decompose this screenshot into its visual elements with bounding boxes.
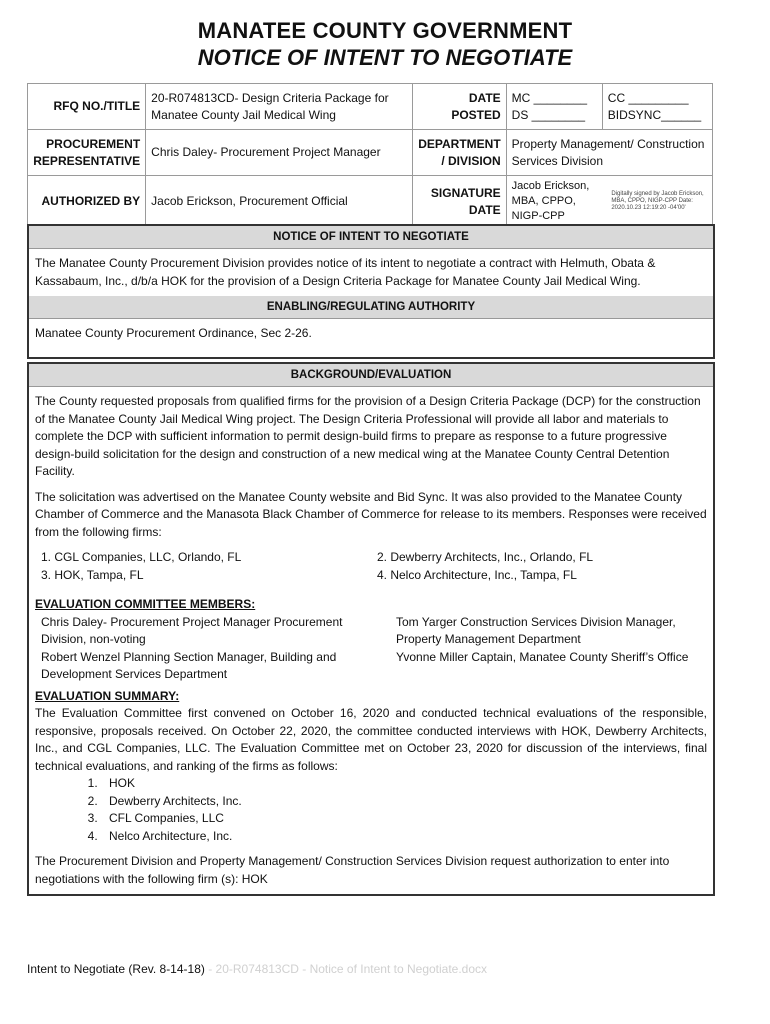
list-item: 3. CFL Companies, LLC xyxy=(101,810,707,828)
list-item: 2. Dewberry Architects, Inc., Orlando, FL xyxy=(377,550,594,564)
date-posted-cc-bidsync xyxy=(602,84,712,130)
background-para-1: The County requested proposals from qualified firms for the provision of a Design Criteria Package (DCP) for the construction of the Manatee County Jail Medical Wing project. The Design Criteria Professional will provide all labor and materials to complete the DCP with sufficient information to permit design-build firms to prepare as response to a future progressive design-build solicitation for the design and construction of a new medical wing at the Manatee County Central Detention Facility. xyxy=(35,394,701,478)
footer-filename: - 20-R074813CD - Notice of Intent to Negotiate.docx xyxy=(204,962,488,976)
authority-heading: ENABLING/REGULATING AUTHORITY xyxy=(29,296,713,319)
procurement-label: PROCUREMENT REPRESENTATIVE xyxy=(28,130,146,176)
signature-name: Jacob Erickson, MBA, CPPO, NIGP-CPP xyxy=(511,180,590,222)
document-subtitle: NOTICE OF INTENT TO NEGOTIATE xyxy=(197,45,573,70)
list-item: Chris Daley- Procurement Project Manager Procurement Division, non-voting xyxy=(41,614,343,646)
footer-label: Intent to Negotiate (Rev. 8-14-18) xyxy=(27,962,205,976)
cc-field: CC _________ xyxy=(607,90,689,105)
rfq-label: RFQ NO./TITLE xyxy=(28,84,146,130)
footer xyxy=(27,962,487,976)
notice-body: The Manatee County Procurement Division provides notice of its intent to negotiate a contract with Helmuth, Obata & Kassabaum, Inc., d/b/a HOK for the provision of a Design Criteria Package for Manatee County Jail Medical Wing. xyxy=(35,256,656,288)
mc-field: MC ________ xyxy=(511,90,588,105)
closing-text: The Procurement Division and Property Management/ Construction Services Division request authorization to enter into negotiations with the following firm (s): HOK xyxy=(35,854,670,886)
department-value: Property Management/ Construction Services Division xyxy=(506,130,712,176)
list-item: Yvonne Miller Captain, Manatee County Sheriff’s Office xyxy=(396,649,689,664)
ds-field: DS ________ xyxy=(511,107,586,122)
rfq-value: 20-R074813CD- Design Criteria Package for Manatee County Jail Medical Wing xyxy=(146,84,412,130)
list-item: Robert Wenzel Planning Section Manager, Building and Development Services Department xyxy=(41,649,337,681)
ranking-list xyxy=(35,775,707,845)
signature-cell xyxy=(506,176,712,228)
header-table xyxy=(27,83,713,228)
background-heading: BACKGROUND/EVALUATION xyxy=(29,364,713,387)
summary-heading: EVALUATION SUMMARY: xyxy=(35,688,180,703)
background-para-2: The solicitation was advertised on the Manatee County website and Bid Sync. It was also provided to the Manatee County Chamber of Commerce and the Manasota Black Chamber of Commerce for release to its members. Responses were received from the following firms: xyxy=(35,489,707,539)
document-title: MANATEE COUNTY GOVERNMENT xyxy=(197,18,573,43)
list-item: Tom Yarger Construction Services Division Manager, Property Management Department xyxy=(396,614,676,646)
committee-heading: EVALUATION COMMITTEE MEMBERS: xyxy=(35,597,256,611)
authorized-value: Jacob Erickson, Procurement Official xyxy=(146,176,412,228)
bidsync-field: BIDSYNC______ xyxy=(607,107,702,122)
list-item: 1. CGL Companies, LLC, Orlando, FL xyxy=(41,550,242,564)
authorized-label: AUTHORIZED BY xyxy=(28,176,146,228)
list-item: 4. Nelco Architecture, Inc., Tampa, FL xyxy=(377,567,577,582)
date-posted-label: DATE POSTED xyxy=(412,84,506,130)
signature-note: Digitally signed by Jacob Erickson, MBA, CPPO, NIGP-CPP Date: 2020.10.23 12:19:20 -04'00' xyxy=(611,191,704,211)
authority-body: Manatee County Procurement Ordinance, Sec 2-26. xyxy=(35,326,312,340)
list-item: 1. HOK xyxy=(101,775,707,793)
summary-text: The Evaluation Committee first convened on October 16, 2020 and conducted technical evaluations of the responsible, responsive, proposals received. On October 22, 2020, the committee conducted interviews with HOK, Dewberry Architects, Inc., and CGL Companies, LLC. The Evaluation Committee met on October 23, 2020 for discussion of the interviews, final technical evaluations, and ranking of the firms as follows: xyxy=(35,706,707,773)
list-item: 3. HOK, Tampa, FL xyxy=(41,567,144,582)
notice-heading: NOTICE OF INTENT TO NEGOTIATE xyxy=(29,226,713,249)
firms-list xyxy=(35,549,707,584)
list-item: 2. Dewberry Architects, Inc. xyxy=(101,793,707,811)
authority-section xyxy=(27,296,715,359)
department-label: DEPARTMENT / DIVISION xyxy=(412,130,506,176)
date-posted-mc-ds xyxy=(506,84,602,130)
notice-section xyxy=(27,224,715,298)
signature-label: SIGNATURE DATE xyxy=(412,176,506,228)
background-section xyxy=(27,362,715,896)
procurement-value: Chris Daley- Procurement Project Manager xyxy=(146,130,412,176)
committee-members xyxy=(35,614,707,684)
list-item: 4. Nelco Architecture, Inc. xyxy=(101,828,707,846)
